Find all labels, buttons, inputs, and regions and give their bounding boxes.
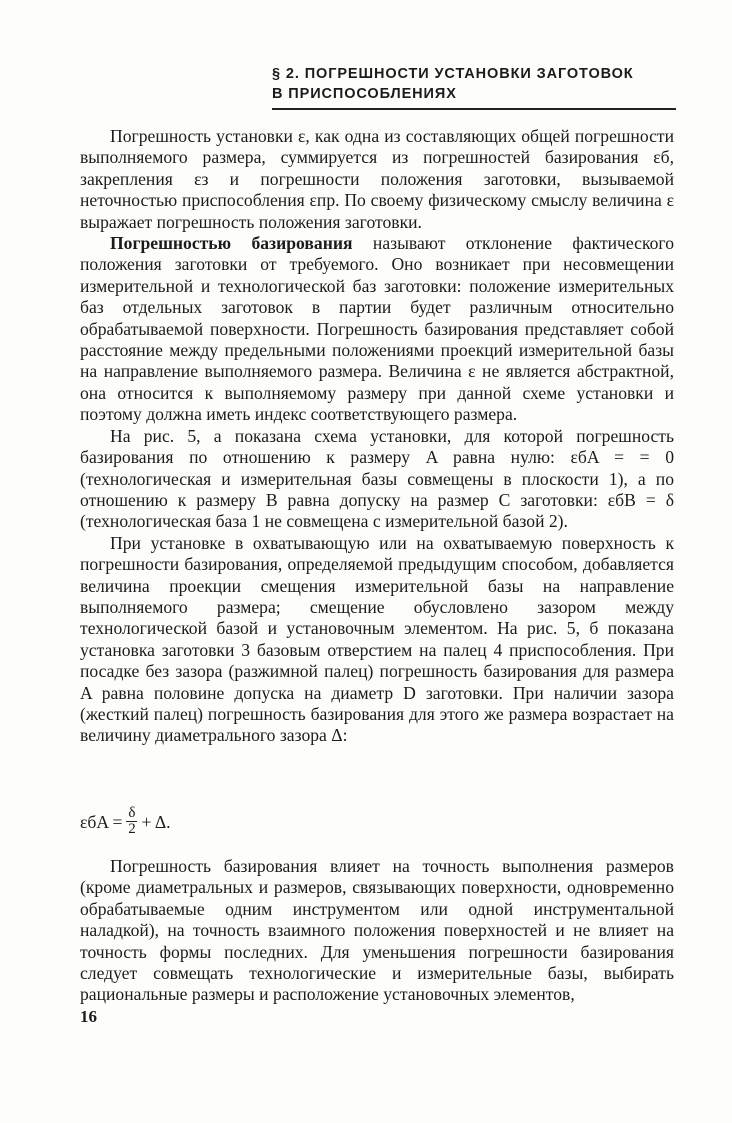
paragraph-1: Погрешность установки ε, как одна из составляющих общей погрешности выполняемого размера, суммируется из погрешностей базирования εб, закрепления εз и погрешности положения заготовки, вызываемой неточностью приспособления εпр. По своему физическому смыслу величина ε выражает погрешность положения заготовки.	[80, 126, 674, 232]
paragraph-2-text: называют отклонение фактического положения заготовки от требуемого. Оно возникает при несовмещении измерительной и технологической баз заготовки: положение измерительных баз отдельных заготовок в партии будет различным относительно обрабатываемой поверхности. Погрешность базирования представляет собой расстояние между предельными положениями проекций измерительной базы на направление выполняемого размера. Величина ε не является абстрактной, она относится к выполняемому размеру при данной схеме установки и поэтому должна иметь индекс соответствующего размера.	[80, 233, 674, 425]
formula-denominator: 2	[128, 821, 136, 837]
section-heading-line-1: § 2. ПОГРЕШНОСТИ УСТАНОВКИ ЗАГОТОВОК	[272, 66, 634, 82]
formula-lhs: εбA =	[80, 811, 123, 832]
page-number: 16	[80, 1007, 97, 1026]
paragraph-5: Погрешность базирования влияет на точность выполнения размеров (кроме диаметральных и размеров, связывающих поверхности, одновременно обрабатываемые одним инструментом или одной инструментальной наладкой), на точность взаимного положения поверхностей и не влияет на точность формы последних. Для уменьшения погрешности базирования следует совмещать технологические и измерительные базы, выбирать рациональные размеры и расположение установочных элементов,	[80, 856, 674, 1005]
formula-numerator: δ	[128, 805, 136, 821]
term-bold: Погрешностью базирования	[110, 233, 353, 254]
body-text	[80, 126, 674, 747]
formula-rhs: + Δ.	[141, 811, 171, 832]
section-heading	[272, 64, 676, 110]
paragraph-3: На рис. 5, а показана схема установки, для которой погрешность базирования по отношению к размеру A равна нулю: εбA = = 0 (технологическая и измерительная базы совмещены в плоскости 1), а по отношению к размеру B равна допуску на размер C заготовки: εбB = δ (технологическая база 1 не совмещена с измерительной базой 2).	[80, 425, 674, 532]
paragraph-2	[80, 233, 674, 426]
formula	[80, 806, 171, 837]
paragraph-4: При установке в охватывающую или на охватываемую поверхность к погрешности базирования, определяемой предыдущим способом, добавляется величина проекции смещения измерительной базы на направление выполняемого размера; смещение обусловлено зазором между технологической базой и установочным элементом. На рис. 5, б показана установка заготовки 3 базовым отверстием на палец 4 приспособления. При посадке без зазора (разжимной палец) погрешность базирования для размера A равна половине допуска на диаметр D заготовки. При наличии зазора (жесткий палец) погрешность базирования для этого же размера возрастает на величину диаметрального зазора Δ:	[80, 532, 674, 746]
formula-fraction	[126, 806, 137, 837]
section-heading-line-2: В ПРИСПОСОБЛЕНИЯХ	[272, 86, 457, 102]
body-text-continued	[80, 856, 674, 1006]
